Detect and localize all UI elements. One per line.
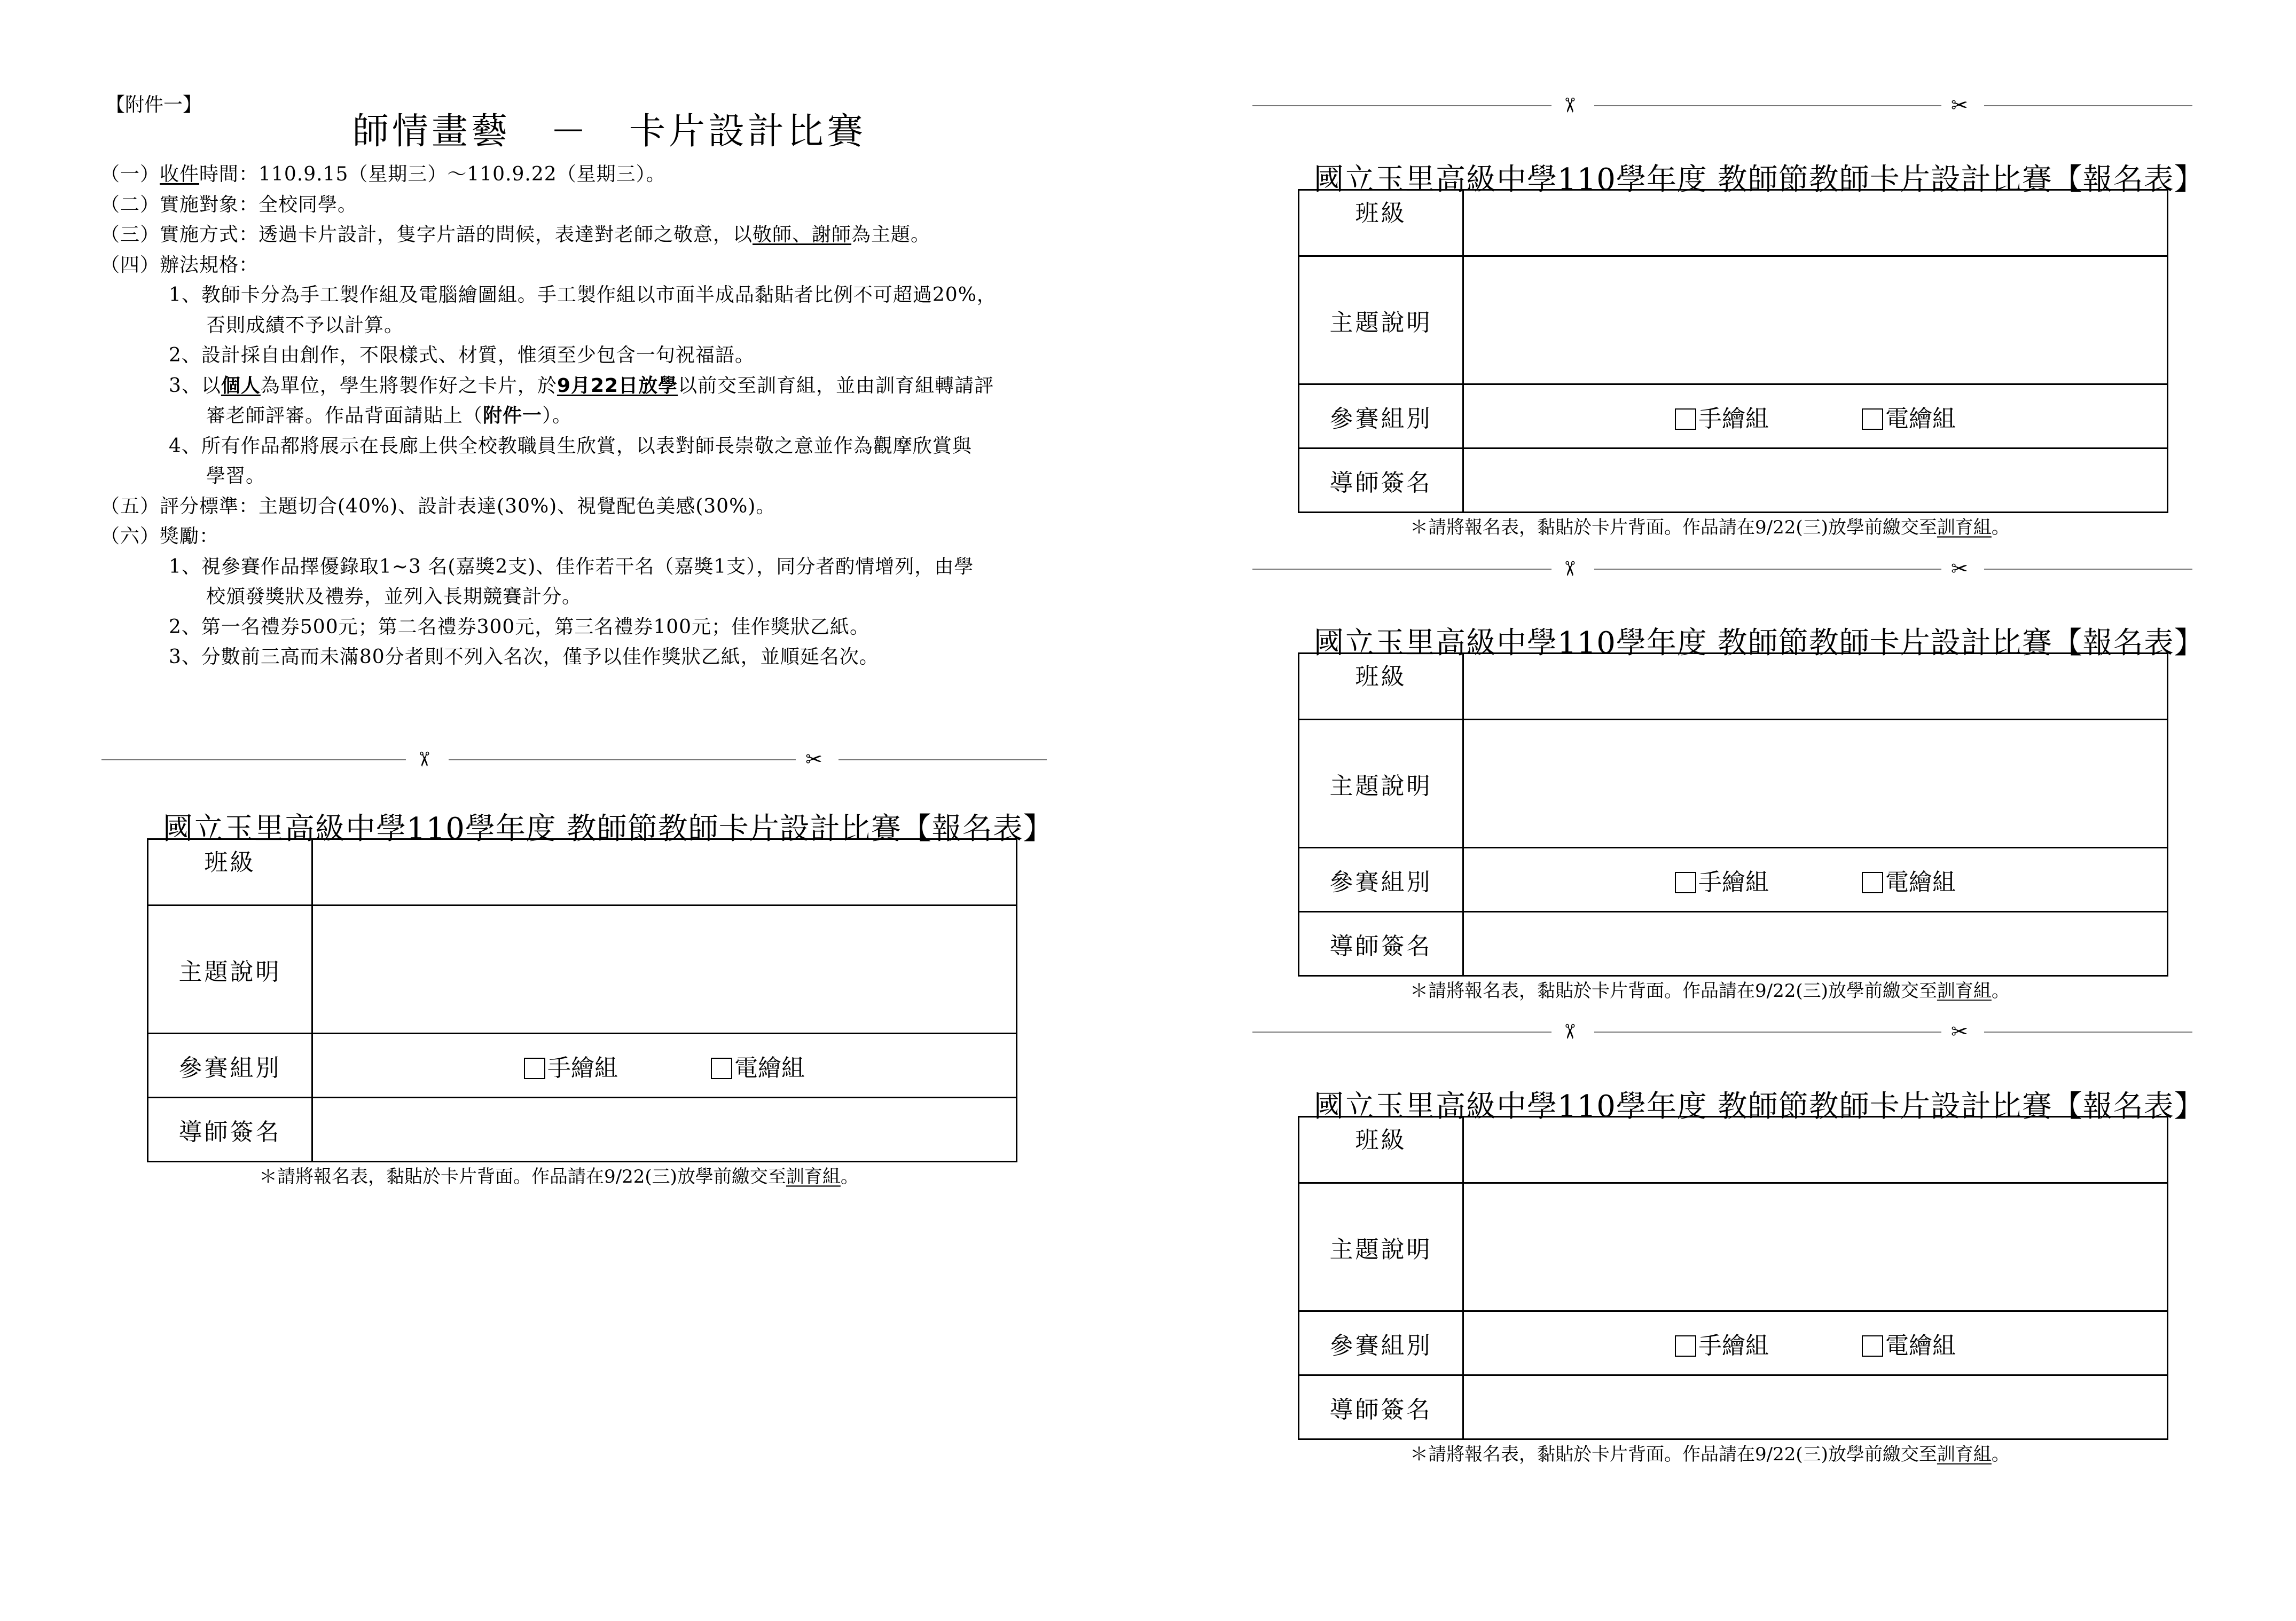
computer-label: 電繪組	[1885, 405, 1956, 432]
computer-option[interactable]	[711, 1049, 805, 1083]
topic-field[interactable]	[312, 906, 1017, 1034]
cut-line	[1252, 558, 2192, 579]
scissors-icon: ✂	[1951, 557, 1968, 580]
rule-text: 1、教師卡分為手工製作組及電腦繪圖組。手工製作組以市面半成品黏貼者比例不可超過20%，	[169, 284, 997, 306]
rule-text: 4、所有作品都將展示在長廊上供全校教職員生欣賞，以表對師長崇敬之意並作為觀摩欣賞與	[169, 435, 972, 457]
class-field[interactable]	[312, 839, 1017, 906]
class-label: 班級	[148, 839, 312, 906]
topic-label: 主題說明	[1299, 720, 1463, 848]
form-note	[1410, 976, 2010, 1002]
rule-line	[206, 461, 265, 488]
scissors-icon: ✂	[1557, 1023, 1581, 1040]
group-options	[1463, 384, 2168, 448]
handdrawn-option[interactable]	[1675, 1326, 1769, 1360]
note-suffix: 。	[840, 1166, 859, 1187]
rule-text: 時間：110.9.15（星期三）～110.9.22（星期三）。	[199, 163, 666, 185]
topic-field[interactable]	[1463, 256, 2168, 384]
topic-label: 主題說明	[1299, 256, 1463, 384]
class-field[interactable]	[1463, 654, 2168, 720]
note-suffix: 。	[1991, 517, 2010, 538]
checkbox-icon[interactable]	[1675, 872, 1696, 893]
rule-text: 否則成績不予以計算。	[206, 314, 404, 336]
rule-text: （一）	[100, 163, 160, 185]
scissors-icon: ✂	[412, 751, 436, 768]
scissors-icon: ✂	[1951, 93, 1968, 117]
scissors-icon: ✂	[1951, 1020, 1968, 1043]
tutor-signature-field[interactable]	[1463, 1375, 2168, 1439]
tutor-signature-field[interactable]	[312, 1098, 1017, 1162]
rule-text: 2、設計採自由創作，不限樣式、材質，惟須至少包含一句祝福語。	[169, 344, 755, 366]
cut-line	[1252, 95, 2192, 116]
page-title: 師情畫藝 － 卡片設計比賽	[352, 111, 867, 153]
checkbox-icon[interactable]	[711, 1058, 732, 1079]
rule-text: 為主題。	[851, 224, 931, 246]
group-label: 參賽組別	[1299, 1311, 1463, 1375]
rule-line	[100, 250, 258, 277]
rule-line	[169, 340, 755, 367]
rule-line	[169, 371, 994, 398]
rule-text: 9月22日放學	[557, 374, 678, 397]
rule-line	[169, 612, 869, 639]
rule-line	[206, 310, 404, 337]
note-prefix: ＊請將報名表，黏貼於卡片背面。作品請在9/22(三)放學前繳交至	[1410, 980, 1937, 1002]
checkbox-icon[interactable]	[1862, 1335, 1883, 1357]
form-note	[1410, 513, 2010, 539]
form-title: 國立玉里高級中學110學年度 教師節教師卡片設計比賽【報名表】	[163, 812, 1054, 846]
tutor-label: 導師簽名	[1299, 912, 1463, 976]
handdrawn-label: 手繪組	[1698, 868, 1769, 896]
form-note	[1410, 1439, 2010, 1466]
computer-option[interactable]	[1862, 863, 1956, 897]
computer-label: 電繪組	[1885, 1332, 1956, 1359]
class-label: 班級	[1299, 190, 1463, 256]
checkbox-icon[interactable]	[1675, 1335, 1696, 1357]
rule-line	[206, 400, 572, 428]
rule-line	[100, 491, 775, 518]
handdrawn-label: 手繪組	[1698, 405, 1769, 432]
tutor-label: 導師簽名	[1299, 448, 1463, 513]
tutor-label: 導師簽名	[148, 1098, 312, 1162]
form-table	[1298, 189, 2168, 513]
note-suffix: 。	[1991, 1444, 2010, 1465]
rule-text: （六）獎勵：	[100, 525, 220, 547]
topic-label: 主題說明	[148, 906, 312, 1034]
rule-text: （四）辦法規格：	[100, 254, 259, 276]
rule-text: 2、第一名禮券500元；第二名禮券300元，第三名禮券100元；佳作獎狀乙紙。	[169, 616, 870, 638]
form-table	[1298, 1116, 2168, 1440]
handdrawn-label: 手繪組	[547, 1054, 618, 1082]
note-prefix: ＊請將報名表，黏貼於卡片背面。作品請在9/22(三)放學前繳交至	[1410, 1444, 1937, 1465]
tutor-signature-field[interactable]	[1463, 448, 2168, 513]
class-field[interactable]	[1463, 190, 2168, 256]
rule-text: （二）實施對象：全校同學。	[100, 193, 358, 216]
rule-text: 以前交至訓育組，並由訓育組轉請評	[678, 374, 994, 397]
form-table	[147, 838, 1017, 1162]
note-dept: 訓育組	[786, 1166, 841, 1187]
rule-text: 3、分數前三高而未滿80分者則不列入名次，僅予以佳作獎狀乙紙，並順延名次。	[169, 646, 879, 668]
annex-tag: 【附件一】	[106, 94, 202, 116]
rule-text: （三）實施方式：透過卡片設計，隻字片語的問候，表達對老師之敬意，以	[100, 224, 753, 246]
form-note	[259, 1162, 859, 1188]
rule-text: 1、視參賽作品擇優錄取1~3 名(嘉獎2支)、佳作若干名（嘉獎1支），同分者酌情增列，由學	[169, 555, 974, 578]
tutor-label: 導師簽名	[1299, 1375, 1463, 1439]
rule-line	[169, 552, 974, 579]
form-title: 國立玉里高級中學110學年度 教師節教師卡片設計比賽【報名表】	[1314, 626, 2205, 660]
note-prefix: ＊請將報名表，黏貼於卡片背面。作品請在9/22(三)放學前繳交至	[259, 1166, 786, 1187]
handdrawn-option[interactable]	[1675, 399, 1769, 434]
rule-line	[169, 280, 997, 307]
handdrawn-option[interactable]	[524, 1049, 618, 1083]
group-label: 參賽組別	[1299, 384, 1463, 448]
rule-line	[206, 581, 582, 609]
note-dept: 訓育組	[1937, 517, 1992, 538]
tutor-signature-field[interactable]	[1463, 912, 2168, 976]
cut-line	[1252, 1021, 2192, 1042]
checkbox-icon[interactable]	[1675, 408, 1696, 430]
rule-text: 附件一	[483, 405, 543, 427]
class-label: 班級	[1299, 654, 1463, 720]
rule-text: 敬師、謝師	[753, 224, 852, 246]
rule-text: （五）評分標準：主題切合(40%)、設計表達(30%)、視覺配色美感(30%)。	[100, 495, 776, 517]
note-dept: 訓育組	[1937, 1444, 1992, 1465]
rule-text: 審老師評審。作品背面請貼上（	[206, 405, 483, 427]
topic-field[interactable]	[1463, 1183, 2168, 1311]
group-label: 參賽組別	[148, 1034, 312, 1098]
class-label: 班級	[1299, 1117, 1463, 1183]
group-label: 參賽組別	[1299, 848, 1463, 912]
class-field[interactable]	[1463, 1117, 2168, 1183]
cut-line	[101, 749, 1047, 770]
rule-line	[169, 642, 879, 669]
rule-text: 學習。	[206, 465, 266, 487]
computer-option[interactable]	[1862, 1326, 1956, 1360]
group-options	[1463, 848, 2168, 912]
rule-text: 收件	[160, 163, 200, 185]
computer-label: 電繪組	[734, 1054, 805, 1082]
topic-label: 主題說明	[1299, 1183, 1463, 1311]
rule-text: 3、以	[169, 374, 221, 397]
group-options	[312, 1034, 1017, 1098]
scissors-icon: ✂	[1557, 97, 1581, 114]
rule-line	[100, 521, 219, 548]
rule-text: 個人	[221, 374, 261, 397]
rule-text: 為單位，學生將製作好之卡片，於	[260, 374, 557, 397]
rule-text: ）。	[542, 405, 573, 427]
form-title: 國立玉里高級中學110學年度 教師節教師卡片設計比賽【報名表】	[1314, 1089, 2205, 1124]
scissors-icon: ✂	[805, 747, 822, 771]
note-prefix: ＊請將報名表，黏貼於卡片背面。作品請在9/22(三)放學前繳交至	[1410, 517, 1937, 538]
handdrawn-label: 手繪組	[1698, 1332, 1769, 1359]
note-suffix: 。	[1991, 980, 2010, 1002]
group-options	[1463, 1311, 2168, 1375]
form-title: 國立玉里高級中學110學年度 教師節教師卡片設計比賽【報名表】	[1314, 162, 2205, 197]
rule-line	[100, 190, 357, 217]
note-dept: 訓育組	[1937, 980, 1992, 1002]
checkbox-icon[interactable]	[524, 1058, 545, 1079]
checkbox-icon[interactable]	[1862, 872, 1883, 893]
scissors-icon: ✂	[1557, 560, 1581, 577]
rule-line	[100, 219, 930, 247]
handdrawn-option[interactable]	[1675, 863, 1769, 897]
checkbox-icon[interactable]	[1862, 408, 1883, 430]
rule-line	[100, 159, 666, 186]
rule-line	[169, 431, 972, 458]
form-table	[1298, 652, 2168, 977]
computer-option[interactable]	[1862, 399, 1956, 434]
topic-field[interactable]	[1463, 720, 2168, 848]
computer-label: 電繪組	[1885, 868, 1956, 896]
rule-text: 校頒發獎狀及禮券，並列入長期競賽計分。	[206, 586, 582, 608]
